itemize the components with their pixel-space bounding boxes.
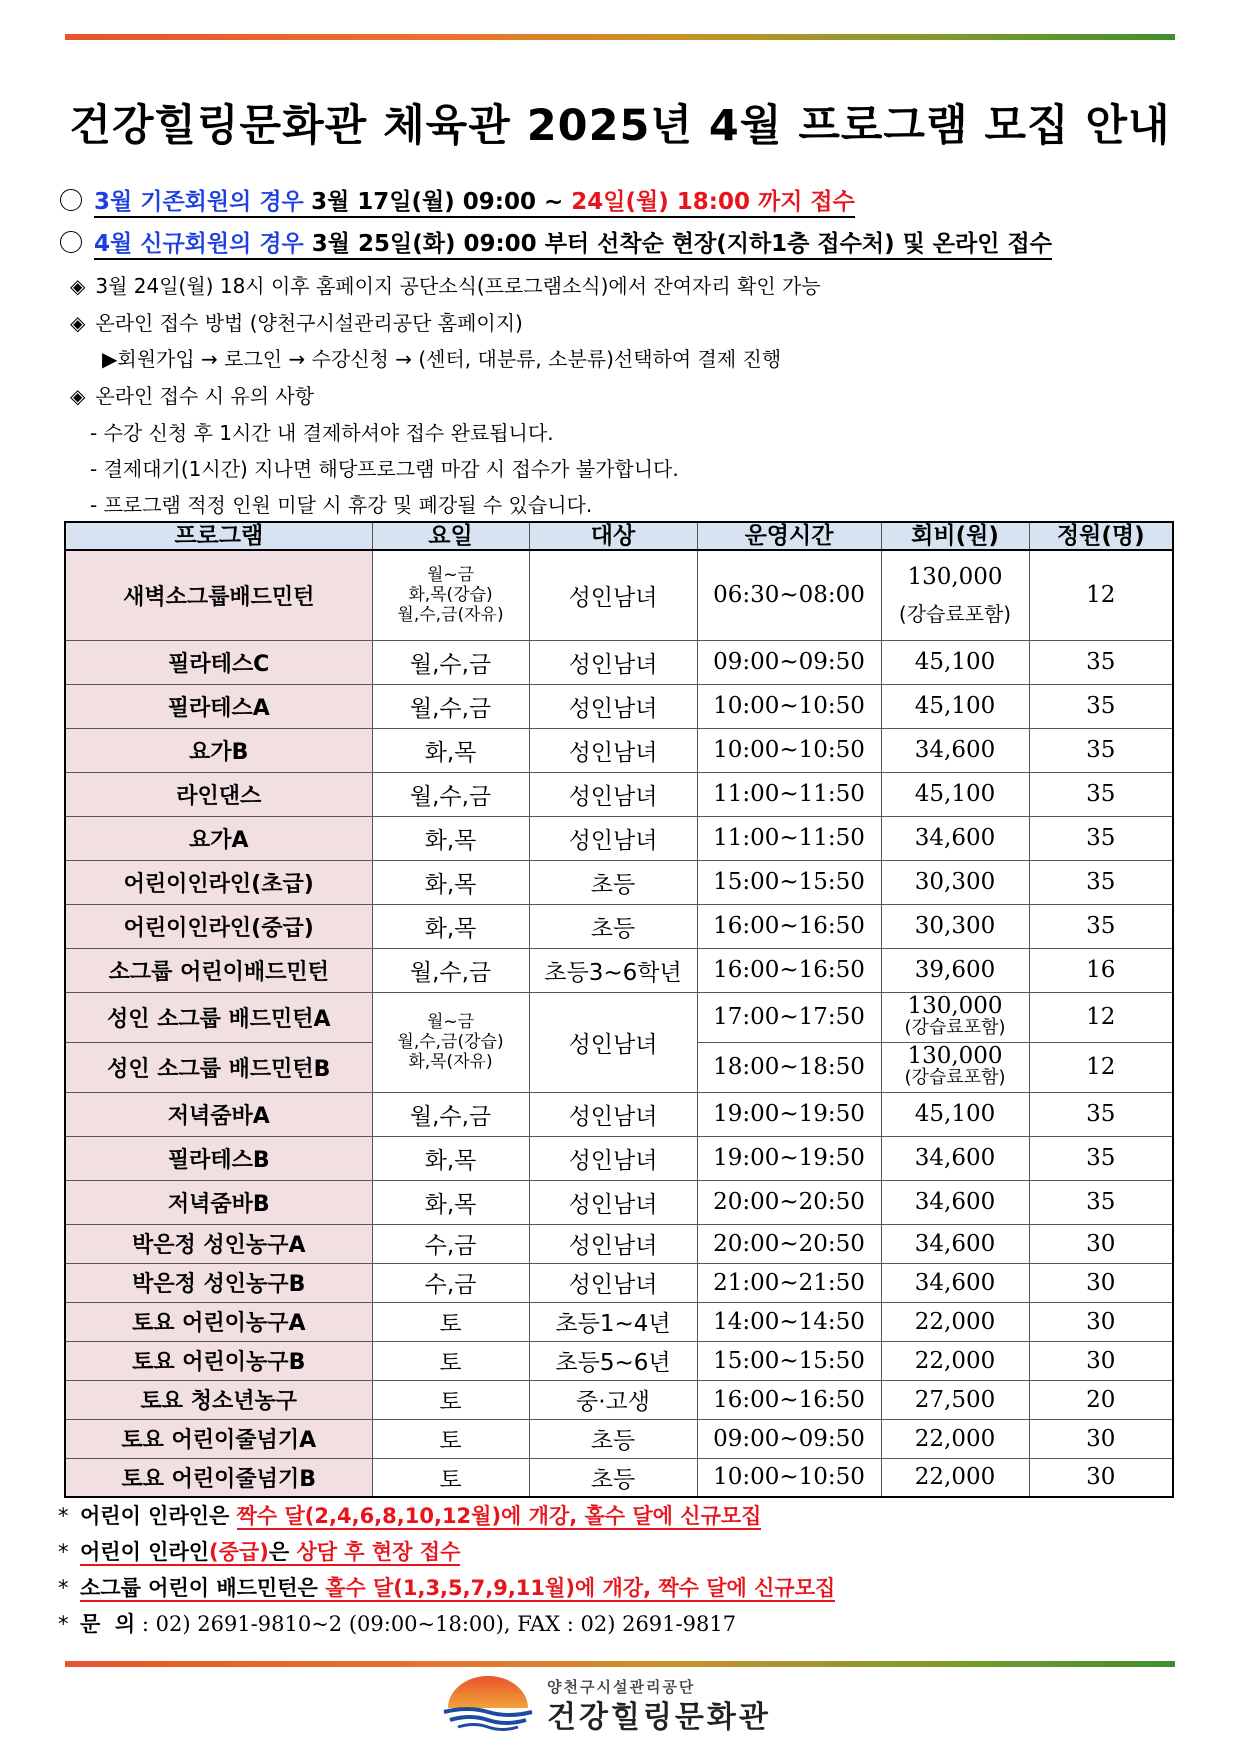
diamond-bullet-icon: ◈ <box>70 274 86 298</box>
footnote-inline-schedule: * 어린이 인라인은 짝수 달(2,4,6,8,10,12월)에 개강, 홀수 달에 신규모집 <box>58 1504 762 1528</box>
program-day: 화,목 <box>372 728 529 772</box>
program-day: 월,수,금 <box>372 948 529 992</box>
program-name: 성인 소그룹 배드민턴A <box>65 992 372 1042</box>
table-row <box>65 1180 1173 1224</box>
program-name: 저녁줌바B <box>65 1180 372 1224</box>
program-capacity: 35 <box>1029 1092 1173 1136</box>
program-name: 필라테스C <box>65 640 372 684</box>
asterisk-icon: * <box>58 1576 69 1600</box>
program-day: 화,목 <box>372 860 529 904</box>
program-time: 09:00~09:50 <box>697 640 881 684</box>
program-name: 소그룹 어린이배드민턴 <box>65 948 372 992</box>
table-row <box>65 1302 1173 1341</box>
table-row <box>65 904 1173 948</box>
top-gradient-bar <box>65 34 1175 40</box>
header-capacity: 정원(명) <box>1029 522 1173 550</box>
program-name: 토요 청소년농구 <box>65 1380 372 1419</box>
table-row <box>65 640 1173 684</box>
program-day: 토 <box>372 1380 529 1419</box>
program-day: 월,수,금 <box>372 1092 529 1136</box>
program-capacity: 20 <box>1029 1380 1173 1419</box>
online-steps: ▶회원가입 → 로그인 → 수강신청 → (센터, 대분류, 소분류)선택하여 결제 진행 <box>102 347 782 371</box>
table-row <box>65 728 1173 772</box>
program-day: 수,금 <box>372 1224 529 1263</box>
program-target: 성인남녀 <box>529 1092 697 1136</box>
program-time: 15:00~15:50 <box>697 1341 881 1380</box>
table-row <box>65 1263 1173 1302</box>
footnote-inline-intermediate: * 어린이 인라인(중급)은 상담 후 현장 접수 <box>58 1540 461 1564</box>
table-row <box>65 1458 1173 1497</box>
program-fee: 34,600 <box>881 816 1029 860</box>
program-fee: 22,000 <box>881 1302 1029 1341</box>
program-name: 라인댄스 <box>65 772 372 816</box>
program-target: 초등5~6년 <box>529 1341 697 1380</box>
program-name: 토요 어린이줄넘기B <box>65 1458 372 1497</box>
table-row <box>65 1092 1173 1136</box>
program-target: 중·고생 <box>529 1380 697 1419</box>
table-row <box>65 550 1173 640</box>
notice-bullet-1: ◈ 3월 24일(월) 18시 이후 홈페이지 공단소식(프로그램소식)에서 잔여자리 확인 가능 <box>70 274 821 298</box>
program-day: 월~금 화,목(강습) 월,수,금(자유) <box>372 550 529 640</box>
program-fee: 45,100 <box>881 640 1029 684</box>
table-row <box>65 684 1173 728</box>
program-fee: 22,000 <box>881 1341 1029 1380</box>
table-row <box>65 1341 1173 1380</box>
program-capacity: 35 <box>1029 728 1173 772</box>
program-name: 박은정 성인농구B <box>65 1263 372 1302</box>
program-time: 16:00~16:50 <box>697 904 881 948</box>
program-table <box>64 521 1174 1498</box>
program-time: 06:30~08:00 <box>697 550 881 640</box>
program-capacity: 12 <box>1029 550 1173 640</box>
program-time: 15:00~15:50 <box>697 860 881 904</box>
program-target: 성인남녀 <box>529 640 697 684</box>
table-row <box>65 1380 1173 1419</box>
program-name: 필라테스B <box>65 1136 372 1180</box>
program-day: 월,수,금 <box>372 772 529 816</box>
program-fee: 45,100 <box>881 772 1029 816</box>
caution-3: - 프로그램 적정 인원 미달 시 휴강 및 폐강될 수 있습니다. <box>90 493 593 517</box>
program-capacity: 30 <box>1029 1302 1173 1341</box>
program-target: 성인남녀 <box>529 1224 697 1263</box>
program-time: 11:00~11:50 <box>697 772 881 816</box>
table-row <box>65 772 1173 816</box>
program-day: 화,목 <box>372 1136 529 1180</box>
sun-shape <box>448 1676 528 1708</box>
program-capacity: 30 <box>1029 1419 1173 1458</box>
program-time: 14:00~14:50 <box>697 1302 881 1341</box>
wave-shape <box>458 1725 518 1730</box>
program-name: 성인 소그룹 배드민턴B <box>65 1042 372 1092</box>
program-target: 성인남녀 <box>529 1263 697 1302</box>
program-capacity: 16 <box>1029 948 1173 992</box>
header-program: 프로그램 <box>65 522 372 550</box>
circle-bullet-icon <box>60 231 82 253</box>
asterisk-icon: * <box>58 1504 69 1528</box>
program-name: 새벽소그룹배드민턴 <box>65 550 372 640</box>
program-target: 초등 <box>529 904 697 948</box>
table-row <box>65 860 1173 904</box>
program-fee: 27,500 <box>881 1380 1029 1419</box>
program-target: 초등3~6학년 <box>529 948 697 992</box>
program-time: 19:00~19:50 <box>697 1092 881 1136</box>
program-name: 토요 어린이줄넘기A <box>65 1419 372 1458</box>
program-name: 박은정 성인농구A <box>65 1224 372 1263</box>
program-name: 토요 어린이농구B <box>65 1341 372 1380</box>
program-name: 어린이인라인(초급) <box>65 860 372 904</box>
program-fee: 34,600 <box>881 1263 1029 1302</box>
wave-shape <box>444 1709 532 1715</box>
program-fee: 130,000 (강습료포함) <box>881 550 1029 640</box>
caution-1: - 수강 신청 후 1시간 내 결제하셔야 접수 완료됩니다. <box>90 421 554 445</box>
program-target: 초등 <box>529 1419 697 1458</box>
table-row <box>65 992 1173 1042</box>
program-name: 필라테스A <box>65 684 372 728</box>
logo-center-name: 건강힐링문화관 <box>547 1700 771 1735</box>
program-name: 요가A <box>65 816 372 860</box>
program-day: 수,금 <box>372 1263 529 1302</box>
program-capacity: 35 <box>1029 1136 1173 1180</box>
program-day: 토 <box>372 1458 529 1497</box>
program-capacity: 30 <box>1029 1458 1173 1497</box>
table-row <box>65 816 1173 860</box>
program-day: 월,수,금 <box>372 640 529 684</box>
table-row <box>65 948 1173 992</box>
asterisk-icon: * <box>58 1612 69 1636</box>
program-fee: 22,000 <box>881 1458 1029 1497</box>
program-fee: 30,300 <box>881 860 1029 904</box>
program-capacity: 30 <box>1029 1263 1173 1302</box>
table-header-row <box>65 522 1173 550</box>
program-time: 10:00~10:50 <box>697 728 881 772</box>
program-time: 16:00~16:50 <box>697 948 881 992</box>
program-day: 월,수,금 <box>372 684 529 728</box>
program-capacity: 12 <box>1029 1042 1173 1092</box>
caution-2: - 결제대기(1시간) 지나면 해당프로그램 마감 시 접수가 불가합니다. <box>90 457 679 481</box>
program-capacity: 35 <box>1029 684 1173 728</box>
table-row <box>65 1419 1173 1458</box>
program-time: 21:00~21:50 <box>697 1263 881 1302</box>
program-day: 화,목 <box>372 816 529 860</box>
circle-bullet-icon <box>60 189 82 211</box>
program-capacity: 12 <box>1029 992 1173 1042</box>
program-name: 요가B <box>65 728 372 772</box>
program-capacity: 35 <box>1029 860 1173 904</box>
program-target: 성인남녀 <box>529 550 697 640</box>
program-target: 성인남녀 <box>529 1180 697 1224</box>
notice-new: 4월 신규회원의 경우 3월 25일(화) 09:00 부터 선착순 현장(지하1층 접수처) 및 온라인 접수 <box>60 225 1052 258</box>
diamond-bullet-icon: ◈ <box>70 311 86 335</box>
notice-bullet-2: ◈ 온라인 접수 방법 (양천구시설관리공단 홈페이지) <box>70 311 523 335</box>
program-fee: 130,000 (강습료포함) <box>881 992 1029 1042</box>
header-target: 대상 <box>529 522 697 550</box>
table-row <box>65 1224 1173 1263</box>
program-day: 토 <box>372 1341 529 1380</box>
program-capacity: 35 <box>1029 640 1173 684</box>
program-target: 성인남녀 <box>529 992 697 1092</box>
program-day: 화,목 <box>372 904 529 948</box>
program-fee: 39,600 <box>881 948 1029 992</box>
program-fee: 45,100 <box>881 1092 1029 1136</box>
program-target: 성인남녀 <box>529 816 697 860</box>
header-day: 요일 <box>372 522 529 550</box>
program-fee: 22,000 <box>881 1419 1029 1458</box>
header-time: 운영시간 <box>697 522 881 550</box>
program-fee: 34,600 <box>881 1224 1029 1263</box>
program-fee: 130,000 (강습료포함) <box>881 1042 1029 1092</box>
asterisk-icon: * <box>58 1540 69 1564</box>
caution-title: ◈ 온라인 접수 시 유의 사항 <box>70 384 315 408</box>
program-day: 토 <box>372 1302 529 1341</box>
program-fee: 34,600 <box>881 1180 1029 1224</box>
program-time: 17:00~17:50 <box>697 992 881 1042</box>
program-name: 토요 어린이농구A <box>65 1302 372 1341</box>
program-target: 성인남녀 <box>529 684 697 728</box>
program-fee: 30,300 <box>881 904 1029 948</box>
program-capacity: 35 <box>1029 1180 1173 1224</box>
header-fee: 회비(원) <box>881 522 1029 550</box>
footnote-contact: * 문 의 : 02) 2691-9810~2 (09:00~18:00), FAX : 02) 2691-9817 <box>58 1612 737 1636</box>
program-capacity: 35 <box>1029 904 1173 948</box>
program-day: 월~금 월,수,금(강습) 화,목(자유) <box>372 992 529 1092</box>
program-target: 초등1~4년 <box>529 1302 697 1341</box>
program-capacity: 30 <box>1029 1224 1173 1263</box>
program-time: 10:00~10:50 <box>697 1458 881 1497</box>
wave-shape <box>450 1717 526 1723</box>
program-time: 16:00~16:50 <box>697 1380 881 1419</box>
diamond-bullet-icon: ◈ <box>70 384 86 408</box>
program-time: 20:00~20:50 <box>697 1180 881 1224</box>
page-title: 건강힐링문화관 체육관 2025년 4월 프로그램 모집 안내 <box>69 101 1171 151</box>
program-fee: 34,600 <box>881 1136 1029 1180</box>
program-target: 초등 <box>529 1458 697 1497</box>
program-time: 19:00~19:50 <box>697 1136 881 1180</box>
program-capacity: 30 <box>1029 1341 1173 1380</box>
bottom-gradient-bar <box>65 1661 1175 1667</box>
program-target: 성인남녀 <box>529 1136 697 1180</box>
program-target: 성인남녀 <box>529 728 697 772</box>
footnote-badminton-schedule: * 소그룹 어린이 배드민턴은 홀수 달(1,3,5,7,9,11월)에 개강, 짝수 달에 신규모집 <box>58 1576 836 1600</box>
logo-org-name: 양천구시설관리공단 <box>547 1678 696 1696</box>
table-row <box>65 1136 1173 1180</box>
program-time: 10:00~10:50 <box>697 684 881 728</box>
program-target: 성인남녀 <box>529 772 697 816</box>
program-name: 어린이인라인(중급) <box>65 904 372 948</box>
program-fee: 45,100 <box>881 684 1029 728</box>
program-time: 20:00~20:50 <box>697 1224 881 1263</box>
program-name: 저녁줌바A <box>65 1092 372 1136</box>
program-target: 초등 <box>529 860 697 904</box>
notice-existing: 3월 기존회원의 경우 3월 17일(월) 09:00 ~ 24일(월) 18:00 까지 접수 <box>60 183 855 216</box>
program-day: 토 <box>372 1419 529 1458</box>
program-day: 화,목 <box>372 1180 529 1224</box>
program-capacity: 35 <box>1029 816 1173 860</box>
program-time: 11:00~11:50 <box>697 816 881 860</box>
program-fee: 34,600 <box>881 728 1029 772</box>
program-time: 18:00~18:50 <box>697 1042 881 1092</box>
program-time: 09:00~09:50 <box>697 1419 881 1458</box>
program-capacity: 35 <box>1029 772 1173 816</box>
